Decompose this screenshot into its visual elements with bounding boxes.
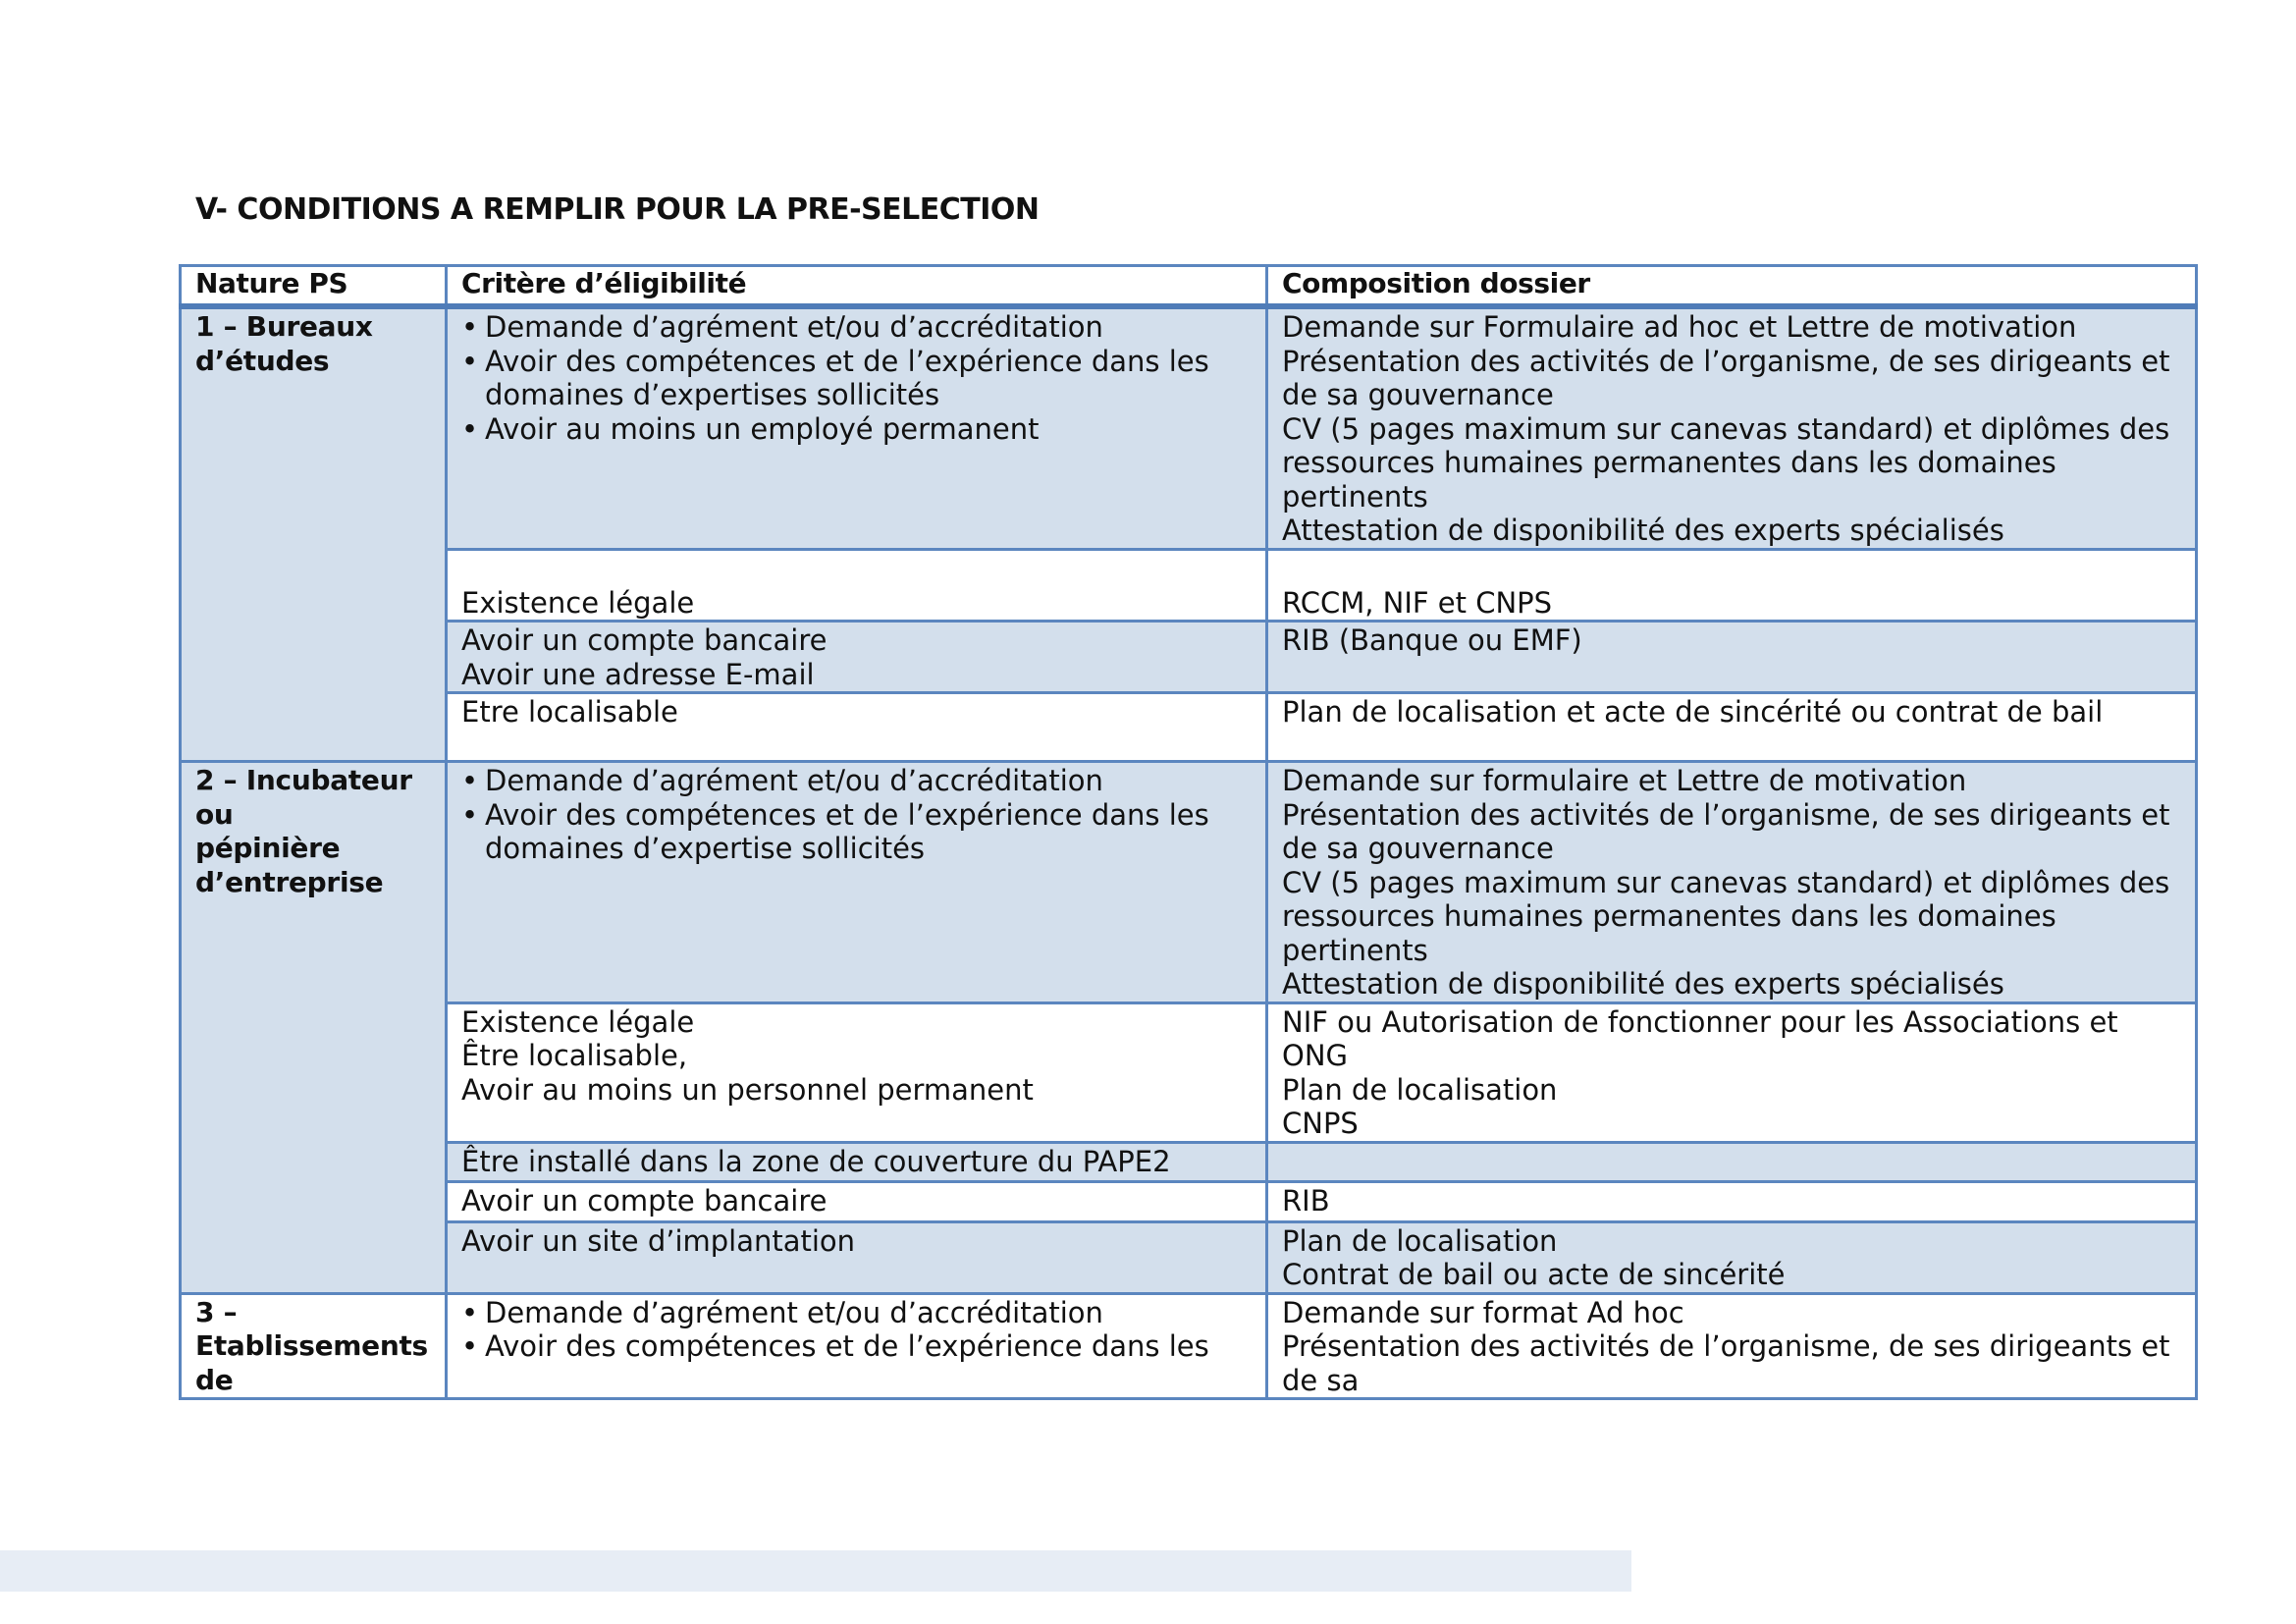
dossier-line: Présentation des activités de l’organisme, de ses dirigeants et de sa [1282,1329,2170,1397]
dossier-cell [1267,1293,2197,1399]
dossier-line: CV (5 pages maximum sur canevas standard) et diplômes des ressources humaines permanentes dans les domaines pertinents [1282,865,2170,967]
dossier-line: NIF ou Autorisation de fonctionner pour les Associations et ONG [1282,1004,2118,1072]
dossier-line: Présentation des activités de l’organisme, de ses dirigeants et de sa gouvernance [1282,797,2170,865]
dossier-cell: RIB (Banque ou EMF) [1267,622,2197,693]
footer-bar [0,1550,1631,1592]
criteria-item: • Demande d’agrément et/ou d’accréditation [461,764,1252,798]
dossier-line: CNPS [1282,1107,1359,1140]
table-row [181,1002,2197,1142]
criteria-cell [447,306,1267,549]
criteria-cell [447,622,1267,693]
criteria-item: • Avoir des compétences et de l’expérience dans les domaines d’expertises sollicités [461,345,1252,412]
criteria-cell: Etre localisable [447,693,1267,762]
header-nature: Nature PS [181,266,447,307]
dossier-cell: RCCM, NIF et CNPS [1267,549,2197,622]
dossier-line: Plan de localisation [1282,1072,1558,1107]
table-row [181,762,2197,1003]
dossier-line: Attestation de disponibilité des experts spécialisés [1282,514,2004,547]
criteria-item: • Demande d’agrément et/ou d’accréditation [461,1296,1252,1330]
criteria-line: Avoir au moins un personnel permanent [461,1072,1034,1107]
table-row [181,1293,2197,1399]
header-criteria: Critère d’éligibilité [447,266,1267,307]
dossier-line: Demande sur Formulaire ad hoc et Lettre de motivation [1282,310,2077,344]
nature-label: pépinière [195,832,341,864]
criteria-cell: Avoir un compte bancaire [447,1181,1267,1221]
table-row [181,1142,2197,1181]
criteria-cell: Existence légale [447,549,1267,622]
criteria-item: • Demande d’agrément et/ou d’accréditation [461,310,1252,345]
criteria-line: Être localisable, [461,1039,688,1072]
dossier-line: Attestation de disponibilité des experts spécialisés [1282,967,2004,1001]
nature-label: 3 – [195,1295,238,1328]
table-row [181,1181,2197,1221]
nature-cell [181,306,447,762]
dossier-line: Plan de localisation [1282,1223,1558,1258]
dossier-cell: Plan de localisation et acte de sincérité ou contrat de bail [1267,693,2197,762]
section-heading: V- CONDITIONS A REMPLIR POUR LA PRE-SELECTION [195,192,1040,227]
dossier-line: CV (5 pages maximum sur canevas standard) et diplômes des ressources humaines permanentes dans les domaines pertinents [1282,411,2170,514]
dossier-cell [1267,1142,2197,1181]
dossier-cell: RIB [1267,1181,2197,1221]
nature-label: d’études [195,344,330,377]
table-row [181,622,2197,693]
dossier-cell [1267,306,2197,549]
conditions-table [179,264,2198,1400]
criteria-line: Avoir une adresse E-mail [461,657,815,691]
dossier-line: Demande sur formulaire et Lettre de motivation [1282,764,1967,797]
dossier-cell [1267,762,2197,1003]
dossier-cell [1267,1221,2197,1293]
table-row [181,306,2197,549]
dossier-line: Présentation des activités de l’organisme, de ses dirigeants et de sa gouvernance [1282,344,2170,411]
dossier-line: Demande sur format Ad hoc [1282,1295,1684,1329]
nature-label: d’entreprise [195,865,384,898]
dossier-line: Contrat de bail ou acte de sincérité [1282,1258,1786,1291]
nature-cell [181,1293,447,1399]
dossier-cell [1267,1002,2197,1142]
criteria-cell: Avoir un site d’implantation [447,1221,1267,1293]
nature-label: 1 – Bureaux [195,310,373,343]
criteria-item: • Avoir des compétences et de l’expérience dans les domaines d’expertise sollicités [461,798,1252,866]
criteria-cell [447,762,1267,1003]
criteria-cell [447,1002,1267,1142]
nature-label: Etablissements de [195,1329,428,1396]
table-header-row [181,266,2197,307]
criteria-line: Existence légale [461,1004,695,1039]
table-row [181,549,2197,622]
nature-label: 2 – Incubateur ou [195,764,412,831]
table-row [181,1221,2197,1293]
criteria-line: Avoir un compte bancaire [461,623,828,657]
header-dossier: Composition dossier [1267,266,2197,307]
table-row [181,693,2197,762]
criteria-item: • Avoir des compétences et de l’expérience dans les [461,1329,1252,1364]
nature-cell [181,762,447,1294]
criteria-cell [447,1293,1267,1399]
criteria-cell: Être installé dans la zone de couverture du PAPE2 [447,1142,1267,1181]
criteria-item: • Avoir au moins un employé permanent [461,412,1252,447]
